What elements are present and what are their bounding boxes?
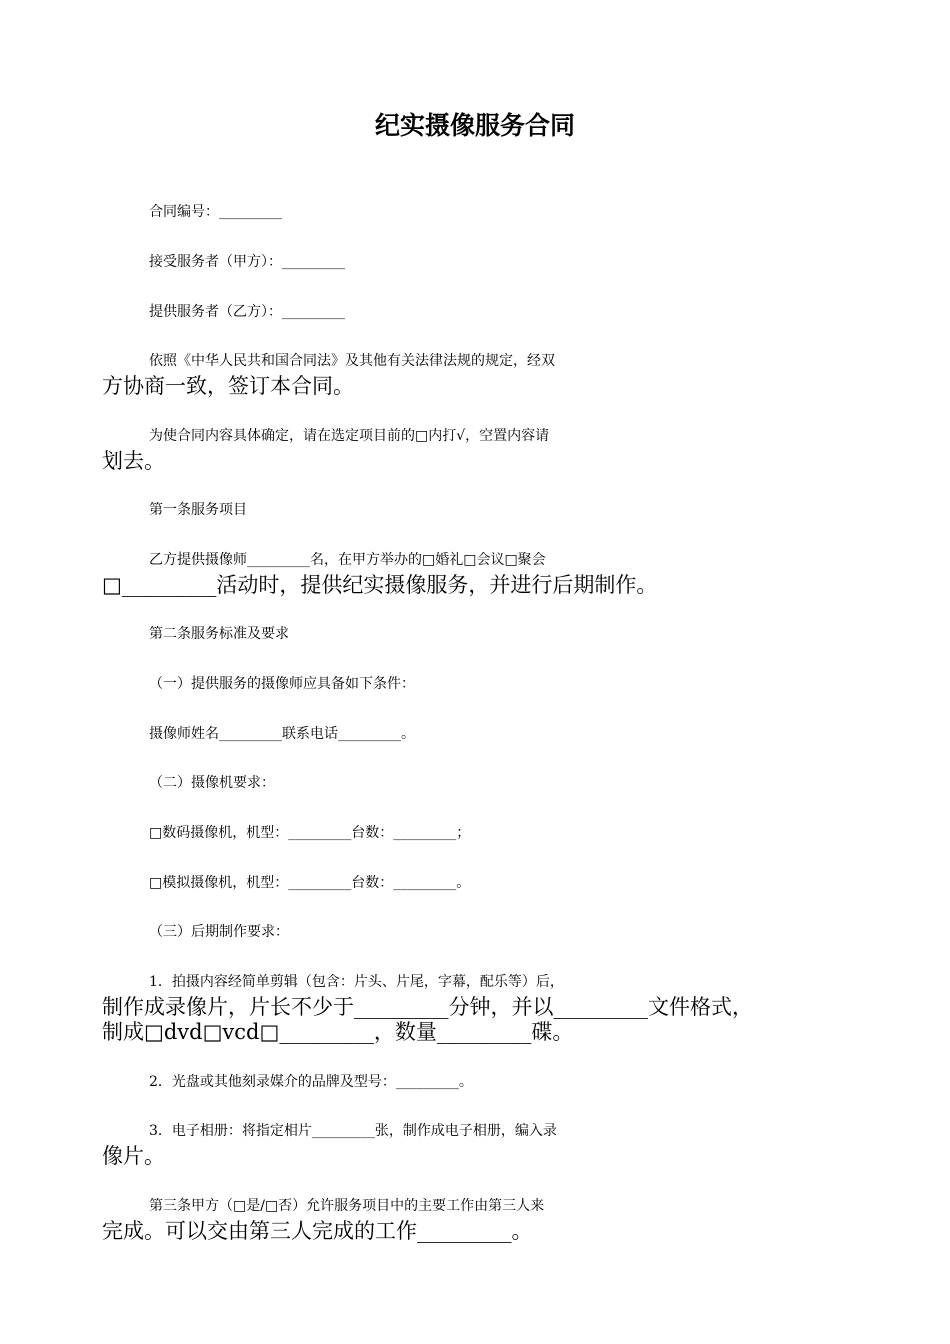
- paragraph-line: 像片。: [102, 1144, 165, 1168]
- paragraph-line: 乙方提供摄像师_________名，在甲方举办的□婚礼□会议□聚会: [149, 552, 546, 568]
- contract-number-line: 合同编号：_________: [149, 204, 282, 220]
- section-heading: 第三条甲方（□是/□否）允许服务项目中的主要工作由第三人来: [149, 1198, 545, 1214]
- section-heading: 第一条服务项目: [149, 502, 247, 518]
- paragraph-line: 1．拍摄内容经简单剪辑（包含：片头、片尾，字幕，配乐等）后，: [149, 974, 564, 990]
- subsection-heading: （一）提供服务的摄像师应具备如下条件：: [149, 676, 415, 692]
- subsection-heading: （二）摄像机要求：: [149, 775, 275, 791]
- document-title: 纪实摄像服务合同: [374, 111, 575, 140]
- paragraph-line: 划去。: [102, 449, 165, 473]
- paragraph-line: □模拟摄像机，机型：_________台数：_________。: [149, 875, 471, 891]
- paragraph-line: □数码摄像机，机型：_________台数：_________；: [149, 825, 471, 841]
- paragraph-line: □_________活动时，提供纪实摄像服务，并进行后期制作。: [102, 573, 658, 597]
- paragraph-line: 3．电子相册：将指定相片_________张，制作成电子相册，编入录: [149, 1123, 557, 1139]
- paragraph-line: 2．光盘或其他刻录媒介的品牌及型号：_________。: [149, 1074, 473, 1090]
- paragraph-line: 为使合同内容具体确定，请在选定项目前的□内打√，空置内容请: [149, 428, 550, 444]
- paragraph-line: 方协商一致，签订本合同。: [102, 374, 354, 398]
- paragraph-line: 依照《中华人民共和国合同法》及其他有关法律法规的规定，经双: [149, 353, 555, 369]
- party-b-line: 提供服务者（乙方）：_________: [149, 304, 345, 320]
- subsection-heading: （三）后期制作要求：: [149, 924, 289, 940]
- paragraph-line: 制作成录像片，片长不少于_________分钟，并以_________文件格式，: [102, 995, 753, 1019]
- paragraph-line: 制成□dvd□vcd□_________，数量_________碟。: [102, 1020, 574, 1044]
- paragraph-line: 完成。可以交由第三人完成的工作_________。: [102, 1219, 533, 1243]
- party-a-line: 接受服务者（甲方）：_________: [149, 254, 345, 270]
- section-heading: 第二条服务标准及要求: [149, 626, 289, 642]
- paragraph-line: 摄像师姓名_________联系电话_________。: [149, 726, 415, 742]
